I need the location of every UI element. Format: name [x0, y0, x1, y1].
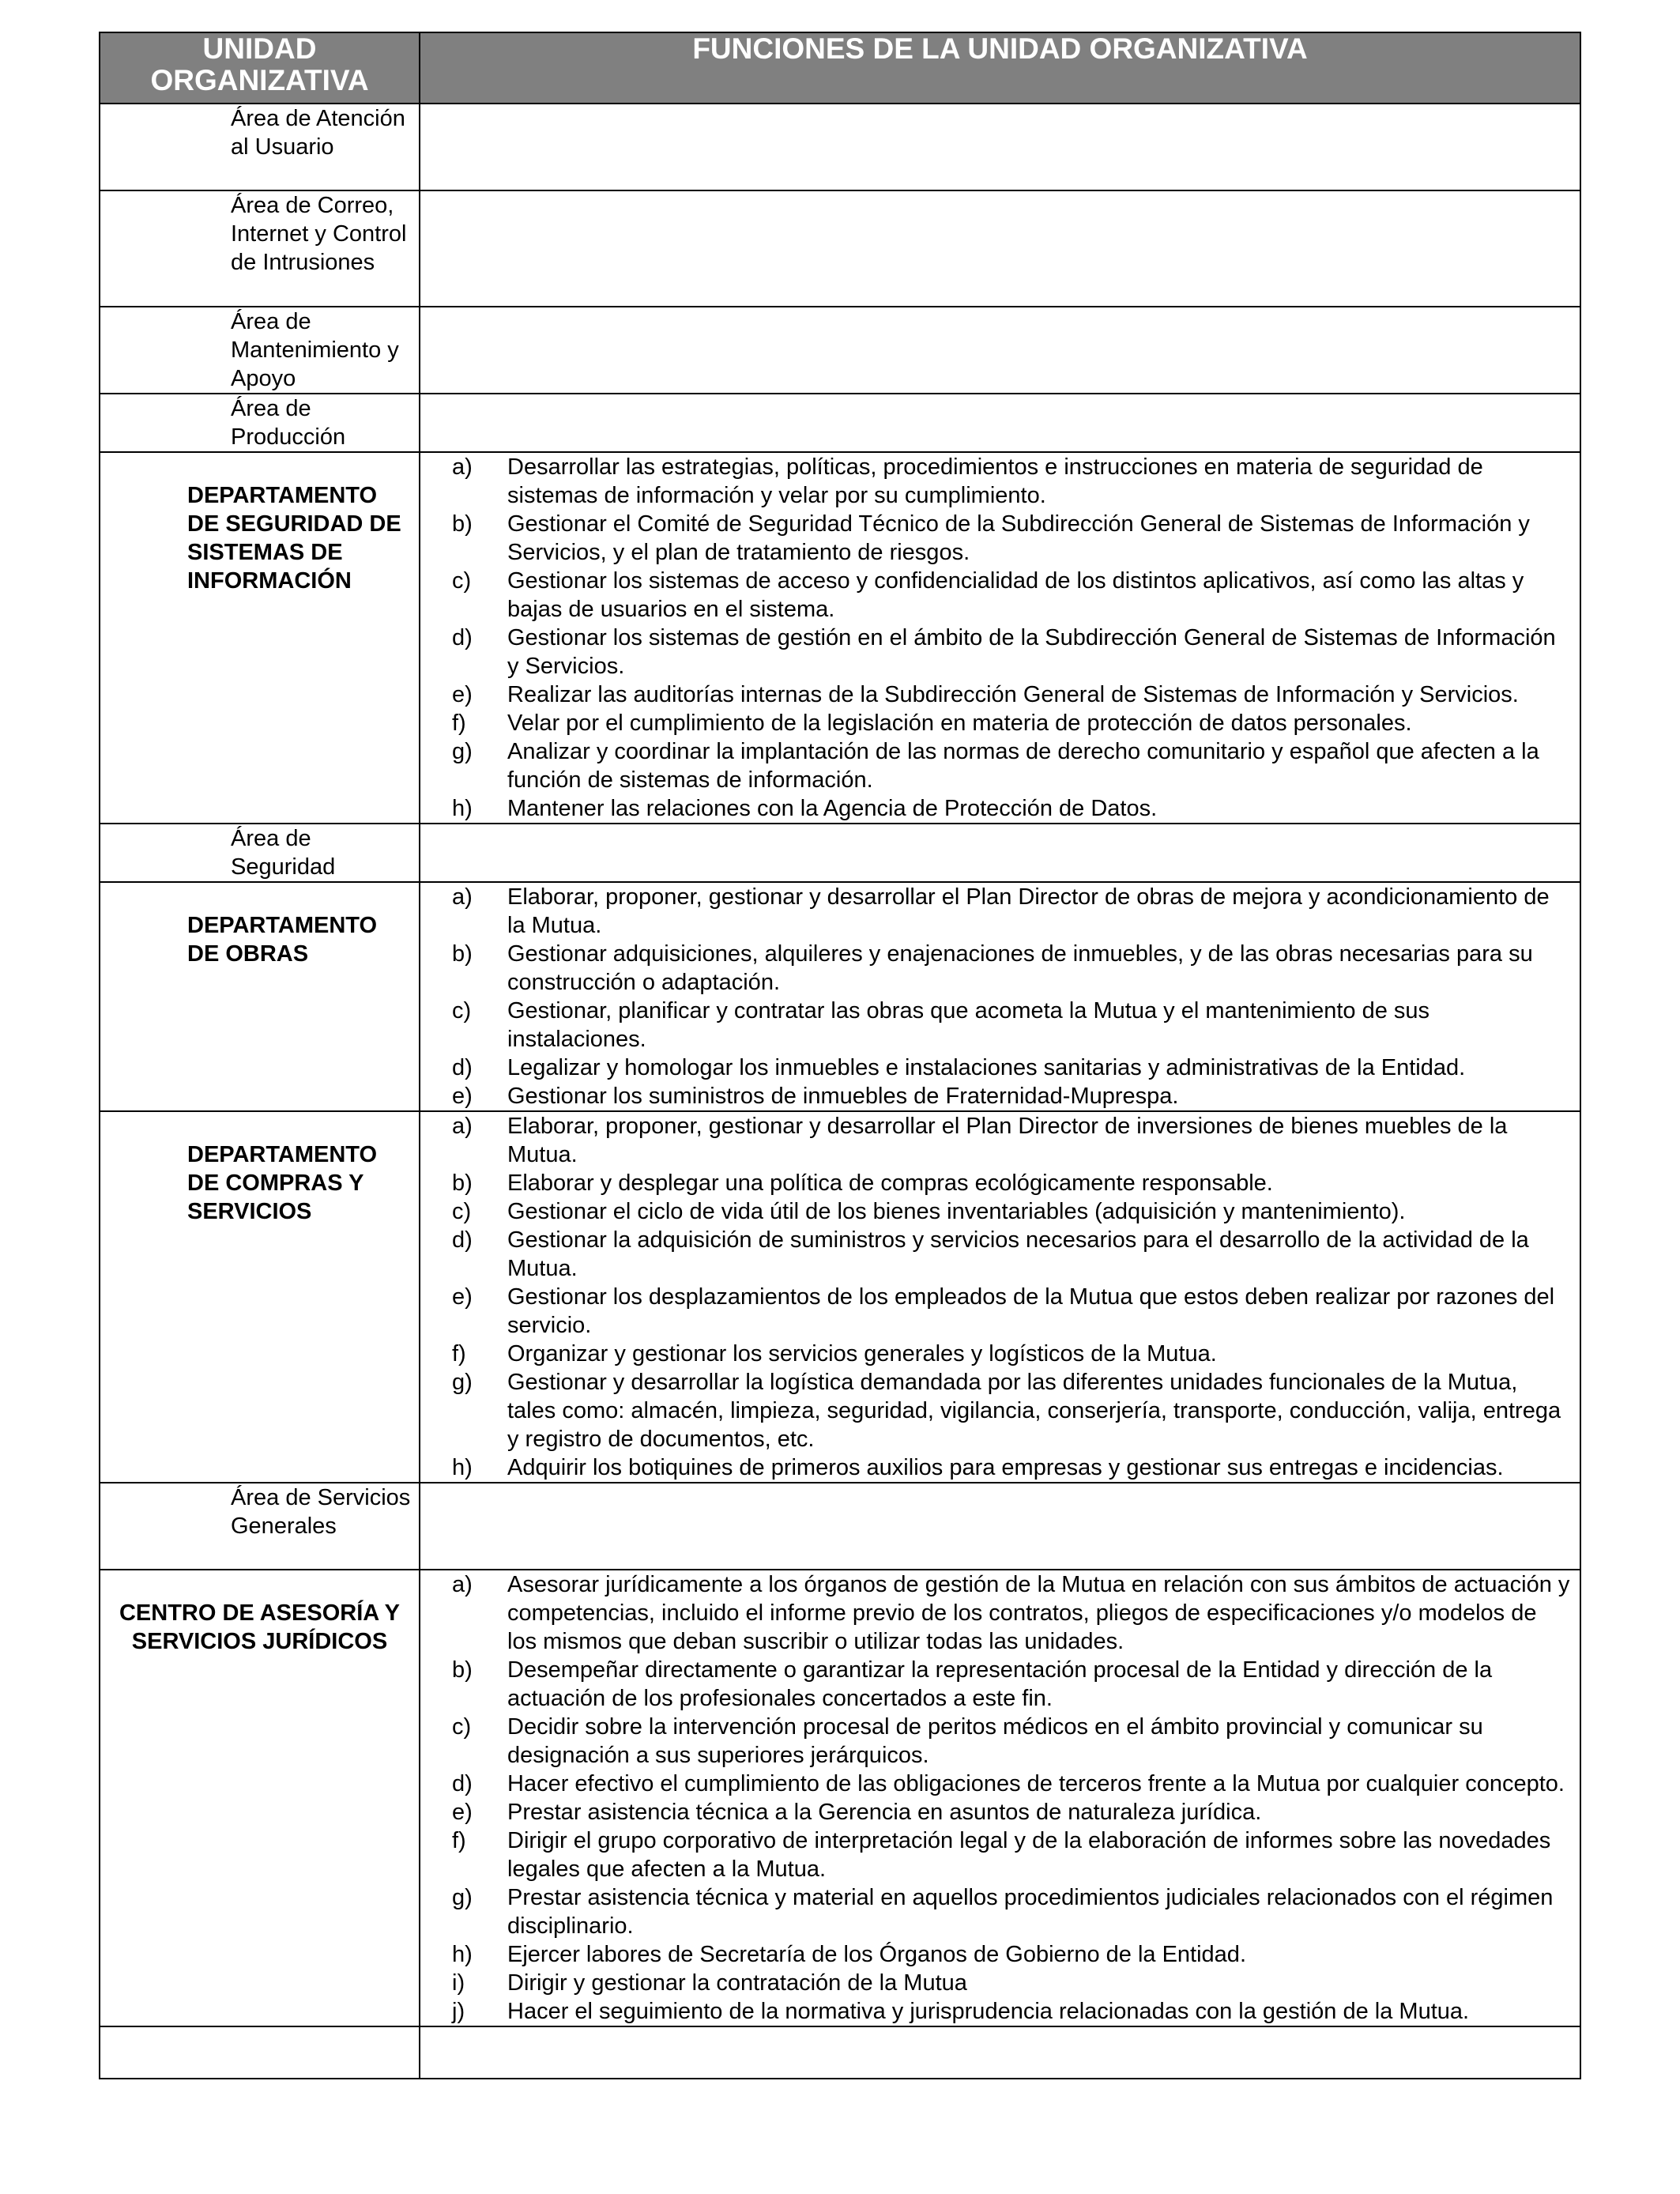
- area-name: Área de Mantenimiento y Apoyo: [100, 307, 420, 394]
- function-text: Gestionar adquisiciones, alquileres y enajenaciones de inmuebles, y de las obras necesarias para su construcción o adaptación.: [507, 941, 1533, 995]
- empty-cell: [100, 2026, 420, 2079]
- function-text: Elaborar, proponer, gestionar y desarrollar el Plan Director de obras de mejora y acondicionamiento de la Mutua.: [507, 884, 1550, 938]
- function-text: Prestar asistencia técnica y material en aquellos procedimientos judiciales relacionados con el régimen disciplinario.: [507, 1885, 1554, 1939]
- function-item: [420, 1283, 1572, 1340]
- function-text: Velar por el cumplimiento de la legislación en materia de protección de datos personales.: [507, 711, 1412, 736]
- function-item: [420, 1656, 1572, 1713]
- functions-cell: [420, 394, 1580, 452]
- function-item: [420, 940, 1572, 997]
- table-row: [100, 1570, 1580, 2026]
- functions-cell: [420, 882, 1580, 1111]
- function-letter: b): [452, 1171, 473, 1196]
- function-letter: h): [452, 1455, 473, 1480]
- function-text: Gestionar el Comité de Seguridad Técnico de la Subdirección General de Sistemas de Información y Servicios, y el plan de tratamiento de riesgos.: [507, 511, 1530, 565]
- function-letter: e): [452, 1284, 473, 1310]
- header-funciones: FUNCIONES DE LA UNIDAD ORGANIZATIVA: [420, 32, 1580, 104]
- function-letter: d): [452, 1227, 473, 1253]
- function-text: Decidir sobre la intervención procesal de peritos médicos en el ámbito provincial y comunicar su designación a sus superiores jerárquicos.: [507, 1714, 1483, 1768]
- function-item: [420, 624, 1572, 680]
- table-body: [100, 104, 1580, 2079]
- function-item: [420, 680, 1572, 709]
- function-letter: e): [452, 682, 473, 707]
- function-letter: e): [452, 1084, 473, 1109]
- functions-cell: [420, 307, 1580, 394]
- table-header-row: [100, 32, 1580, 104]
- functions-cell: [420, 452, 1580, 824]
- function-letter: c): [452, 1199, 472, 1224]
- function-letter: e): [452, 1800, 473, 1825]
- function-item: [420, 1169, 1572, 1197]
- function-item: [420, 1883, 1572, 1940]
- functions-cell: [420, 2026, 1580, 2079]
- table-row: [100, 1111, 1580, 1483]
- function-text: Gestionar la adquisición de suministros y servicios necesarios para el desarrollo de la actividad de la Mutua.: [507, 1227, 1529, 1281]
- function-letter: c): [452, 1714, 472, 1740]
- function-letter: b): [452, 941, 473, 967]
- function-text: Gestionar el ciclo de vida útil de los bienes inventariables (adquisición y mantenimiento).: [507, 1199, 1406, 1224]
- function-letter: i): [452, 1970, 465, 1996]
- function-item: [420, 1340, 1572, 1368]
- function-letter: f): [452, 1828, 466, 1853]
- function-text: Realizar las auditorías internas de la Subdirección General de Sistemas de Información y Servicios.: [507, 682, 1519, 707]
- function-text: Analizar y coordinar la implantación de las normas de derecho comunitario y español que afecten a la función de sistemas de información.: [507, 739, 1539, 793]
- function-item: [420, 794, 1572, 823]
- function-item: [420, 1054, 1572, 1082]
- area-name: Área de Seguridad: [100, 824, 420, 882]
- function-item: [420, 567, 1572, 624]
- function-text: Desarrollar las estrategias, políticas, procedimientos e instrucciones en materia de seguridad de sistemas de información y velar por su cumplimiento.: [507, 454, 1483, 508]
- function-item: [420, 1197, 1572, 1226]
- functions-cell: [420, 104, 1580, 190]
- function-item: [420, 1453, 1572, 1482]
- table-row: [100, 104, 1580, 190]
- function-item: [420, 737, 1572, 794]
- area-name: Área de Servicios Generales: [100, 1483, 420, 1570]
- function-letter: g): [452, 1885, 473, 1910]
- function-letter: h): [452, 1942, 473, 1967]
- function-letter: a): [452, 454, 473, 480]
- function-item: [420, 1112, 1572, 1169]
- functions-cell: [420, 190, 1580, 307]
- function-letter: d): [452, 1771, 473, 1796]
- function-item: [420, 1770, 1572, 1798]
- area-name: Área de Atención al Usuario: [100, 104, 420, 190]
- function-item: [420, 1713, 1572, 1770]
- table-row: [100, 190, 1580, 307]
- function-item: [420, 1826, 1572, 1883]
- function-item: [420, 709, 1572, 737]
- function-text: Gestionar los suministros de inmuebles de Fraternidad-Muprespa.: [507, 1084, 1179, 1109]
- function-letter: d): [452, 625, 473, 650]
- department-name: DEPARTAMENTO DE OBRAS: [100, 882, 420, 1111]
- function-text: Organizar y gestionar los servicios generales y logísticos de la Mutua.: [507, 1341, 1217, 1367]
- functions-table: [99, 32, 1581, 2079]
- function-item: [420, 1997, 1572, 2026]
- table-row: [100, 307, 1580, 394]
- functions-cell: [420, 824, 1580, 882]
- function-text: Gestionar, planificar y contratar las obras que acometa la Mutua y el mantenimiento de sus instalaciones.: [507, 998, 1430, 1052]
- function-letter: f): [452, 711, 466, 736]
- function-letter: h): [452, 796, 473, 821]
- function-item: [420, 453, 1572, 510]
- table-row: [100, 452, 1580, 824]
- function-letter: a): [452, 1572, 473, 1597]
- area-name: Área de Producción: [100, 394, 420, 452]
- table-row: [100, 2026, 1580, 2079]
- function-item: [420, 1940, 1572, 1969]
- area-name: Área de Correo, Internet y Control de Intrusiones: [100, 190, 420, 307]
- function-letter: j): [452, 1999, 465, 2024]
- table-row: [100, 394, 1580, 452]
- function-text: Adquirir los botiquines de primeros auxilios para empresas y gestionar sus entregas e incidencias.: [507, 1455, 1504, 1480]
- function-text: Gestionar los desplazamientos de los empleados de la Mutua que estos deben realizar por razones del servicio.: [507, 1284, 1555, 1338]
- department-name: CENTRO DE ASESORÍA Y SERVICIOS JURÍDICOS: [100, 1570, 420, 2026]
- function-text: Desempeñar directamente o garantizar la representación procesal de la Entidad y dirección de la actuación de los profesionales concertados a este fin.: [507, 1657, 1493, 1711]
- function-letter: g): [452, 739, 473, 764]
- function-text: Elaborar y desplegar una política de compras ecológicamente responsable.: [507, 1171, 1273, 1196]
- table-row: [100, 824, 1580, 882]
- table-row: [100, 882, 1580, 1111]
- functions-cell: [420, 1570, 1580, 2026]
- function-text: Hacer el seguimiento de la normativa y jurisprudencia relacionadas con la gestión de la Mutua.: [507, 1999, 1470, 2024]
- function-letter: c): [452, 998, 472, 1023]
- function-item: [420, 1798, 1572, 1826]
- function-item: [420, 1969, 1572, 1997]
- function-text: Asesorar jurídicamente a los órganos de gestión de la Mutua en relación con sus ámbitos de actuación y competencias, incluido el informe previo de los contratos, pliegos de especificaciones y/o modelos de los mismos que deban suscribir o utilizar todas las unidades.: [507, 1572, 1570, 1654]
- function-item: [420, 1570, 1572, 1656]
- function-text: Gestionar los sistemas de acceso y confidencialidad de los distintos aplicativos, así como las altas y bajas de usuarios en el sistema.: [507, 568, 1524, 622]
- function-item: [420, 510, 1572, 567]
- function-text: Mantener las relaciones con la Agencia de Protección de Datos.: [507, 796, 1158, 821]
- function-item: [420, 1226, 1572, 1283]
- function-item: [420, 1368, 1572, 1453]
- department-name: DEPARTAMENTO DE SEGURIDAD DE SISTEMAS DE INFORMACIÓN: [100, 452, 420, 824]
- function-letter: b): [452, 511, 473, 537]
- functions-cell: [420, 1111, 1580, 1483]
- functions-cell: [420, 1483, 1580, 1570]
- function-text: Gestionar y desarrollar la logística demandada por las diferentes unidades funcionales de la Mutua, tales como: almacén, limpieza, seguridad, vigilancia, conserjería, transporte, conducción, valija, entrega y registro de documentos, etc.: [507, 1370, 1561, 1452]
- function-item: [420, 883, 1572, 940]
- department-name: DEPARTAMENTO DE COMPRAS Y SERVICIOS: [100, 1111, 420, 1483]
- function-text: Gestionar los sistemas de gestión en el ámbito de la Subdirección General de Sistemas de Información y Servicios.: [507, 625, 1556, 679]
- function-letter: c): [452, 568, 472, 594]
- function-letter: f): [452, 1341, 466, 1367]
- table-row: [100, 1483, 1580, 1570]
- function-letter: a): [452, 884, 473, 910]
- function-text: Legalizar y homologar los inmuebles e instalaciones sanitarias y administrativas de la Entidad.: [507, 1055, 1466, 1080]
- header-unidad: UNIDAD ORGANIZATIVA: [100, 32, 420, 104]
- function-text: Dirigir el grupo corporativo de interpretación legal y de la elaboración de informes sobre las novedades legales que afecten a la Mutua.: [507, 1828, 1551, 1882]
- function-text: Ejercer labores de Secretaría de los Órganos de Gobierno de la Entidad.: [507, 1942, 1246, 1967]
- function-text: Hacer efectivo el cumplimiento de las obligaciones de terceros frente a la Mutua por cualquier concepto.: [507, 1771, 1565, 1796]
- function-letter: a): [452, 1114, 473, 1139]
- function-item: [420, 1082, 1572, 1110]
- function-letter: d): [452, 1055, 473, 1080]
- function-item: [420, 997, 1572, 1054]
- function-text: Prestar asistencia técnica a la Gerencia en asuntos de naturaleza jurídica.: [507, 1800, 1262, 1825]
- function-letter: b): [452, 1657, 473, 1683]
- function-text: Dirigir y gestionar la contratación de la Mutua: [507, 1970, 967, 1996]
- function-letter: g): [452, 1370, 473, 1395]
- function-text: Elaborar, proponer, gestionar y desarrollar el Plan Director de inversiones de bienes muebles de la Mutua.: [507, 1114, 1508, 1167]
